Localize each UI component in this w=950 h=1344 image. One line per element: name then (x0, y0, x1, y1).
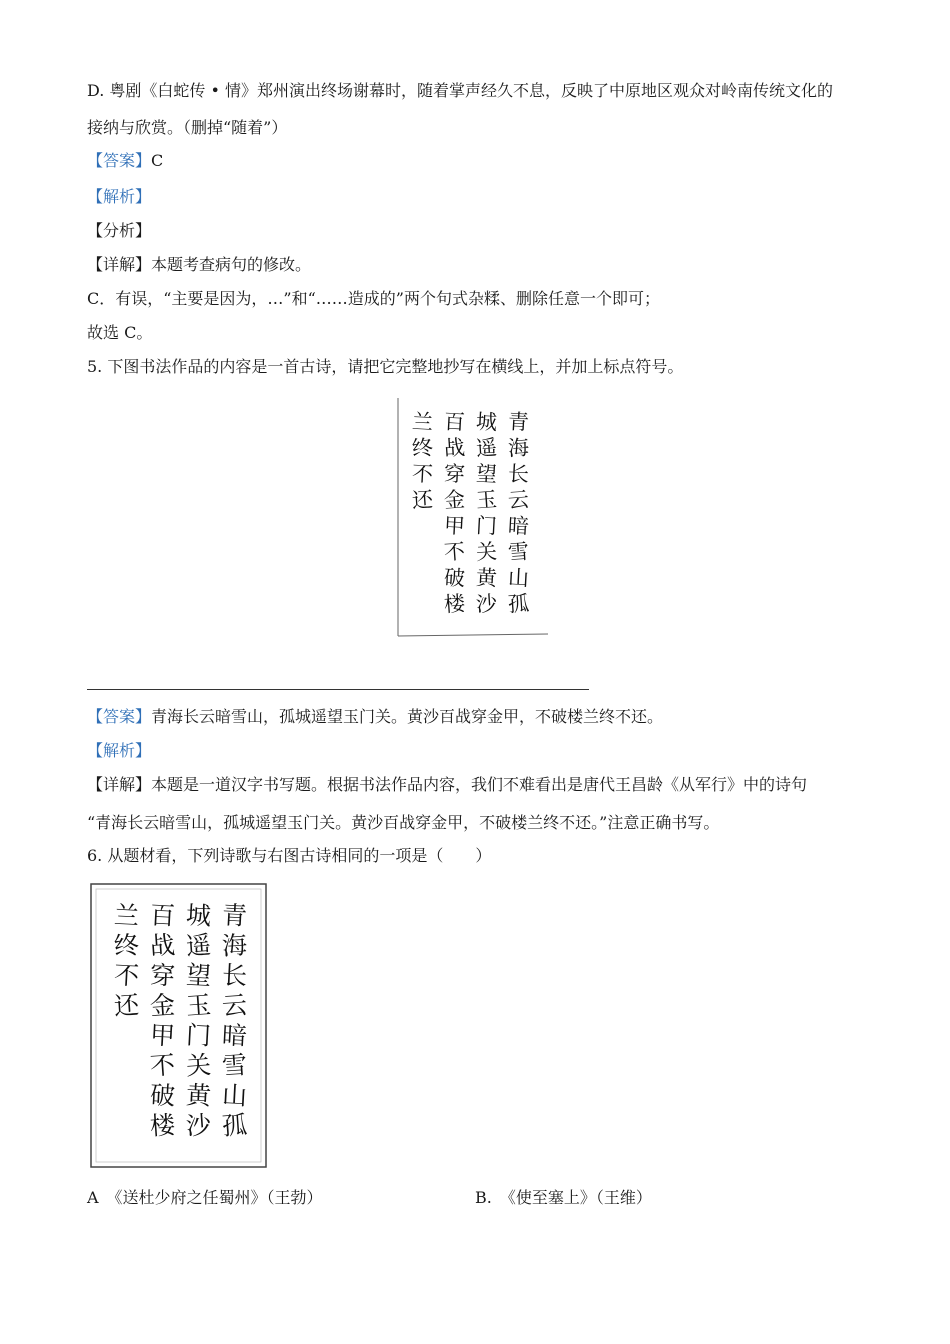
q6-calli-char: 城 (185, 900, 212, 931)
q6-calli-char: 望 (185, 960, 212, 991)
q5-calli-char: 不 (411, 461, 434, 487)
q6-calli-char: 门 (185, 1020, 212, 1051)
q5-calli-char: 金 (443, 487, 466, 513)
q5-calli-char: 破 (443, 565, 466, 591)
q5-calli-char: 穿 (443, 461, 466, 487)
q6-calli-char: 不 (149, 1050, 176, 1081)
answer-tag: 【答案】 (87, 707, 152, 726)
detail-tag: 【详解】 (87, 775, 152, 794)
q5-calli-char: 海 (507, 435, 530, 461)
q6-calli-char: 战 (149, 930, 176, 961)
q6-calli-char: 甲 (149, 1020, 176, 1051)
q5-calli-char: 云 (507, 487, 530, 513)
q5-calli-char: 山 (507, 565, 530, 591)
detail-text: 本题是一道汉字书写题。根据书法作品内容，我们不难看出是唐代王昌龄《从军行》中的诗句 (151, 775, 808, 794)
q6-calli-char: 遥 (185, 930, 212, 961)
q5-calli-char: 孤 (507, 591, 530, 617)
detail-text: 本题考查病句的修改。 (151, 255, 312, 274)
answer-text: 青海长云暗雪山，孤城遥望玉门关。黄沙百战穿金甲，不破楼兰终不还。 (151, 707, 664, 726)
q5-calli-char: 遥 (475, 435, 498, 461)
q6-calli-char: 雪 (221, 1050, 248, 1081)
q5-calli-char: 长 (507, 461, 530, 487)
q4-detail (87, 254, 311, 276)
q5-calli-char: 玉 (475, 487, 498, 513)
answer-value: C (151, 151, 164, 170)
q6-option-a: A 《送杜少府之任蜀州》（王勃） (87, 1188, 323, 1207)
q6-calli-char: 孤 (221, 1110, 248, 1141)
q5-calligraphy-image (396, 398, 550, 640)
q5-detail-line1 (87, 774, 807, 796)
q5-stem: 5. 下图书法作品的内容是一首古诗，请把它完整地抄写在横线上，并加上标点符号。 (87, 357, 684, 376)
q5-calli-char: 战 (443, 435, 466, 461)
q4-option-d-line2: 接纳与欣赏。（删掉“随着”） (87, 118, 288, 137)
q6-calli-char: 关 (185, 1050, 212, 1081)
q6-calli-char: 长 (221, 960, 248, 991)
q6-calli-char: 金 (149, 990, 176, 1021)
q6-stem: 6. 从题材看，下列诗歌与右图古诗相同的一项是（ ） (87, 846, 492, 865)
q5-calli-char: 终 (411, 435, 434, 461)
q5-calli-char: 兰 (411, 409, 434, 435)
q6-calli-char: 海 (221, 930, 248, 961)
q5-calli-char: 关 (475, 539, 498, 565)
q6-calli-char: 兰 (113, 900, 140, 931)
answer-tag: 【答案】 (87, 151, 152, 170)
q5-calli-char: 黄 (475, 565, 498, 591)
q6-calli-char: 云 (221, 990, 248, 1021)
q5-calli-char: 百 (443, 409, 466, 435)
q4-fenxi-tag: 【分析】 (87, 221, 152, 240)
q5-calli-char: 望 (475, 461, 498, 487)
q5-calli-char: 不 (443, 539, 466, 565)
q5-calli-char: 雪 (507, 539, 530, 565)
q5-answer-blank-line (87, 689, 589, 690)
q4-conclusion: 故选 C。 (87, 323, 153, 342)
q6-option-b: B. 《使至塞上》（王维） (475, 1188, 652, 1207)
q6-calli-char: 山 (221, 1080, 248, 1111)
q5-detail-line2: “青海长云暗雪山，孤城遥望玉门关。黄沙百战穿金甲，不破楼兰终不还。”注意正确书写。 (87, 813, 720, 832)
q6-calli-char: 不 (113, 960, 140, 991)
q6-calli-char: 终 (113, 930, 140, 961)
q6-calli-char: 穿 (149, 960, 176, 991)
q5-calli-char: 门 (475, 513, 498, 539)
q5-calli-char: 青 (507, 409, 530, 435)
q5-calli-char: 楼 (443, 591, 466, 617)
q6-calli-char: 破 (149, 1080, 176, 1111)
q6-calli-char: 楼 (149, 1110, 176, 1141)
q4-option-d-line1: D. 粤剧《白蛇传 • 情》郑州演出终场谢幕时，随着掌声经久不息，反映了中原地区观众对岭南传统文化的 (87, 81, 834, 100)
q5-calli-char: 还 (411, 487, 434, 513)
q6-calli-char: 百 (149, 900, 176, 931)
q4-answer (87, 150, 163, 172)
q6-calli-char: 青 (221, 900, 248, 931)
q5-calli-char: 沙 (475, 591, 498, 617)
q5-jiexi-tag: 【解析】 (87, 741, 152, 760)
q4-option-c-explanation: C．有误，“主要是因为，…”和“……造成的”两个句式杂糅、删除任意一个即可； (87, 289, 660, 308)
q6-calli-char: 玉 (185, 990, 212, 1021)
detail-tag: 【详解】 (87, 255, 152, 274)
q5-calli-char: 城 (475, 409, 498, 435)
q5-calli-char: 甲 (443, 513, 466, 539)
q4-jiexi-tag: 【解析】 (87, 187, 152, 206)
q6-calli-char: 黄 (185, 1080, 212, 1111)
q6-calli-char: 暗 (221, 1020, 248, 1051)
q5-calli-char: 暗 (507, 513, 530, 539)
q5-answer (87, 706, 663, 728)
q6-calli-char: 沙 (185, 1110, 212, 1141)
q6-calligraphy-image (90, 883, 268, 1169)
q6-calli-char: 还 (113, 990, 140, 1021)
